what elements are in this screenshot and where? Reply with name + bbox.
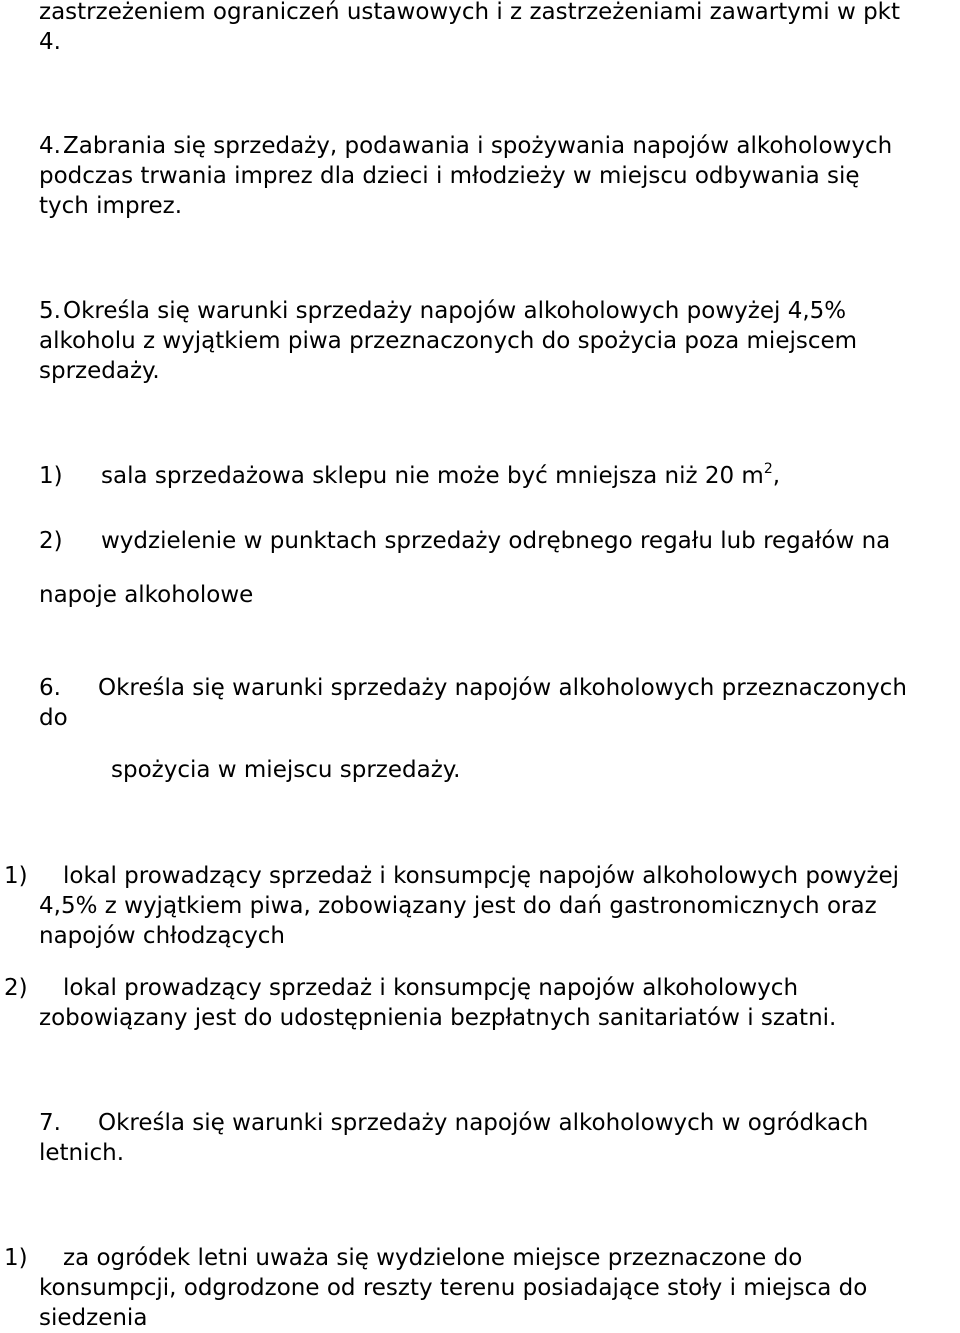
item-5-sub-2-line-1: wydzielenie w punktach sprzedaży odrębnego regału lub regałów na: [101, 528, 891, 554]
item-6-sub-1-rest: [39, 891, 960, 951]
item-6-number: 6.: [39, 675, 61, 701]
item-5-line-1: Określa się warunki sprzedaży napojów alkoholowych powyżej 4,5%: [63, 298, 847, 324]
item-5-number: 5.: [39, 298, 61, 324]
item-5-sub-1-tail: ,: [772, 463, 781, 489]
superscript: 2: [763, 461, 773, 477]
item-5-line-3: sprzedaży.: [39, 358, 160, 384]
item-7-sub-1-number: 1): [4, 1245, 28, 1271]
intro-line-1: zastrzeżeniem ograniczeń ustawowych i z zastrzeżeniami zawartymi w pkt: [39, 0, 901, 25]
item-4-line-3: tych imprez.: [39, 193, 183, 219]
item-6-sub-2-line-2: zobowiązany jest do udostępnienia bezpłatnych sanitariatów i szatni.: [39, 1005, 837, 1031]
item-6-sub-1: [4, 861, 960, 891]
item-6-sub-1-number: 1): [4, 863, 28, 889]
intro-line-2: 4.: [39, 29, 61, 55]
item-7-line-1: Określa się warunki sprzedaży napojów alkoholowych w ogródkach: [98, 1110, 869, 1136]
item-6-line-3: spożycia w miejscu sprzedaży.: [111, 757, 461, 783]
item-7-number: 7.: [39, 1110, 61, 1136]
item-7-sub-1: [4, 1243, 960, 1273]
item-6: [39, 673, 960, 733]
item-6-continuation: [111, 755, 960, 785]
item-4-number: 4.: [39, 133, 61, 159]
item-6-sub-2-number: 2): [4, 975, 28, 1001]
item-4-line-1: Zabrania się sprzedaży, podawania i spożywania napojów alkoholowych: [63, 133, 893, 159]
item-5-sub-2-line-2: napoje alkoholowe: [39, 582, 254, 608]
item-6-line-1: Określa się warunki sprzedaży napojów alkoholowych przeznaczonych: [98, 675, 907, 701]
item-7: [39, 1108, 960, 1168]
item-6-sub-2-line-1: lokal prowadzący sprzedaż i konsumpcję napojów alkoholowych: [63, 975, 799, 1001]
item-4: [39, 131, 960, 221]
item-5: [39, 296, 960, 386]
item-6-sub-1-line-3: napojów chłodzących: [39, 923, 286, 949]
item-7-line-2: letnich.: [39, 1140, 125, 1166]
item-5-sub-2-number: 2): [39, 528, 63, 554]
intro-paragraph: [39, 0, 960, 57]
item-6-line-2: do: [39, 705, 68, 731]
item-5-line-2: alkoholu z wyjątkiem piwa przeznaczonych do spożycia poza miejscem: [39, 328, 858, 354]
item-7-sub-1-line-1: za ogródek letni uważa się wydzielone miejsce przeznaczone do: [63, 1245, 803, 1271]
item-5-sub-1-text: sala sprzedażowa sklepu nie może być mniejsza niż 20 m: [101, 463, 764, 489]
item-6-sub-1-line-1: lokal prowadzący sprzedaż i konsumpcję napojów alkoholowych powyżej: [63, 863, 900, 889]
item-4-line-2: podczas trwania imprez dla dzieci i młodzieży w miejscu odbywania się: [39, 163, 860, 189]
item-6-sub-2: [4, 973, 960, 1003]
item-6-sub-1-line-2: 4,5% z wyjątkiem piwa, zobowiązany jest do dań gastronomicznych oraz: [39, 893, 877, 919]
item-5-sub-1-number: 1): [39, 463, 63, 489]
item-7-sub-1-line-2: konsumpcji, odgrodzone od reszty terenu posiadające stoły i miejsca do: [39, 1275, 868, 1301]
item-5-sub-2: [39, 514, 960, 622]
item-7-sub-1-line-3: siedzenia: [39, 1305, 148, 1331]
item-6-sub-2-rest: [39, 1003, 960, 1033]
item-7-sub-1-rest: [39, 1273, 960, 1333]
item-5-sub-1: [39, 461, 960, 491]
